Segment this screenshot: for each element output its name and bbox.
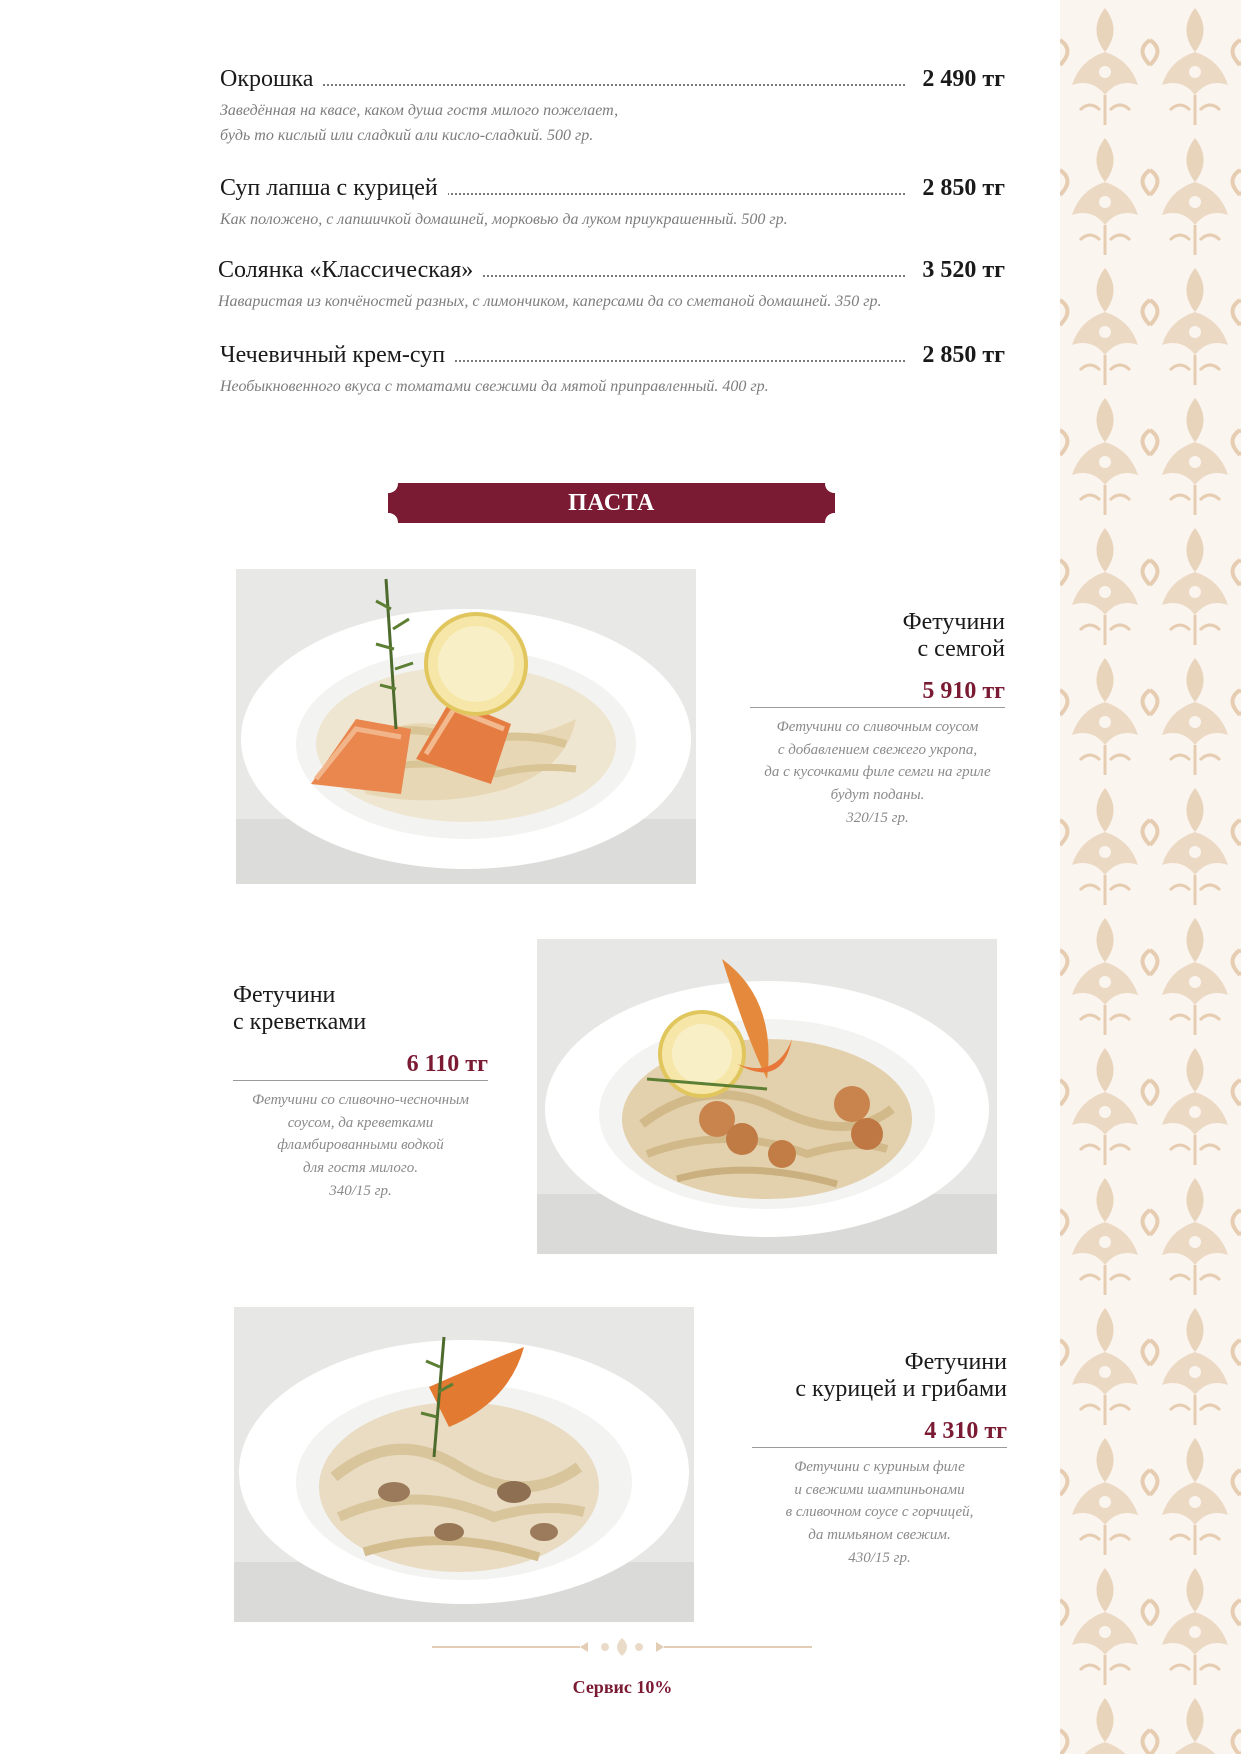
title-line: с курицей и грибами <box>795 1376 1007 1402</box>
menu-item-okroshka <box>220 64 1005 148</box>
dish-price: 5 910 тг <box>750 677 1005 708</box>
description-line: будь то кислый или сладкий али кисло-сладкий. 500 гр. <box>220 127 594 144</box>
item-price: 2 490 тг <box>910 64 1005 94</box>
item-description <box>220 374 1005 399</box>
title-line: с креветками <box>233 1009 367 1035</box>
section-banner-pasta <box>388 483 835 523</box>
salmon-fettuccine-photo <box>236 569 696 884</box>
description-line: Наваристая из копчёностей разных, с лимончиком, каперсами да со сметаной домашней. 350 гр. <box>218 293 882 310</box>
description-line: Как положено, с лапшичкой домашней, морковью да луком приукрашенный. 500 гр. <box>220 211 788 228</box>
chicken-mushroom-fettuccine-photo <box>234 1307 694 1622</box>
description-line: соусом, да креветками <box>287 1114 434 1131</box>
item-price: 2 850 тг <box>910 173 1005 203</box>
dish-title <box>233 982 488 1036</box>
item-name: Суп лапша с курицей <box>220 173 448 203</box>
menu-item-noodle-soup <box>220 173 1005 232</box>
description-line: и свежими шампиньонами <box>794 1481 965 1498</box>
item-name: Окрошка <box>220 64 323 94</box>
title-line: Фетучини <box>233 982 336 1008</box>
item-name: Солянка «Классическая» <box>218 255 483 285</box>
description-line: Фетучини со сливочным соусом <box>776 719 979 735</box>
damask-pattern <box>1060 0 1241 1754</box>
item-price: 2 850 тг <box>910 340 1005 370</box>
dish-price: 4 310 тг <box>752 1417 1007 1448</box>
description-line: Фетучини со сливочно-чесночным <box>252 1092 469 1108</box>
dish-title <box>750 609 1005 663</box>
description-line: Заведённая на квасе, каком душа гостя милого пожелает, <box>220 102 619 119</box>
pasta-item-shrimp <box>233 982 488 1203</box>
description-line: в сливочном соусе с горчицей, <box>785 1504 974 1521</box>
title-line: Фетучини <box>902 609 1005 635</box>
item-price: 3 520 тг <box>910 255 1005 285</box>
damask-pattern-panel <box>1060 0 1241 1754</box>
description-line: для гостя милого. <box>303 1160 418 1177</box>
pasta-item-chicken-mushroom <box>752 1349 1007 1570</box>
service-charge: Сервис 10% <box>572 1677 673 1697</box>
pasta-item-salmon <box>750 609 1005 830</box>
dish-description <box>750 716 1005 830</box>
description-line: будут поданы. <box>830 787 925 804</box>
description-line: Фетучини с куриным филе <box>794 1459 965 1475</box>
description-line: 430/15 гр. <box>848 1549 911 1566</box>
item-name: Чечевичный крем-суп <box>220 340 455 370</box>
description-line: Необыкновенного вкуса с томатами свежими да мятой приправленный. 400 гр. <box>220 378 769 395</box>
item-description <box>220 98 1005 148</box>
dish-description <box>233 1089 488 1203</box>
description-line: да тимьяном свежим. <box>808 1527 951 1544</box>
dish-title <box>752 1349 1007 1403</box>
title-line: с семгой <box>917 636 1005 662</box>
dish-description <box>752 1456 1007 1570</box>
description-line: 320/15 гр. <box>846 809 909 826</box>
description-line: 340/15 гр. <box>329 1182 392 1199</box>
description-line: с добавлением свежего укропа, <box>777 741 978 758</box>
dish-price: 6 110 тг <box>233 1050 488 1081</box>
description-line: фламбированными водкой <box>277 1137 444 1154</box>
description-line: да с кусочками филе семги на гриле <box>764 764 991 781</box>
menu-item-lentil-soup <box>220 340 1005 399</box>
title-line: Фетучини <box>904 1349 1007 1375</box>
item-description <box>220 207 1005 232</box>
menu-item-solyanka <box>218 255 1005 314</box>
footer-ornament <box>430 1636 814 1658</box>
section-title: ПАСТА <box>568 490 655 516</box>
item-description <box>218 289 1005 314</box>
shrimp-fettuccine-photo <box>537 939 997 1254</box>
